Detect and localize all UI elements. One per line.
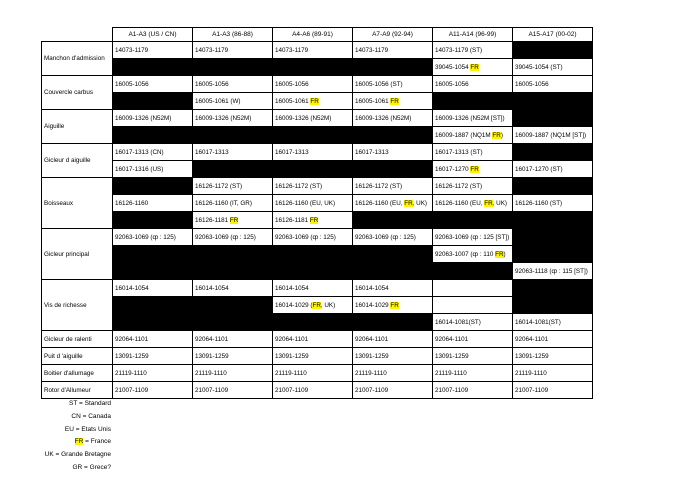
cell-text: 21119-1110	[115, 369, 147, 377]
cell-text: 16017-1313	[275, 148, 309, 156]
cell-text: 16126-1181	[195, 216, 230, 224]
cell-text: 21007-1109	[435, 386, 469, 394]
cell-text: 16017-1270	[435, 165, 471, 173]
part-number-cell	[353, 42, 433, 59]
not-applicable-cell	[193, 127, 273, 144]
not-applicable-cell	[273, 263, 353, 280]
cell-text: 16009-1326 (N52M)	[355, 114, 412, 122]
cell-text: 39045-1054	[435, 63, 471, 71]
cell-text: 16009-1326 (N52M)	[195, 114, 252, 122]
cell-text: 16005-1061	[355, 97, 391, 105]
part-number-cell	[353, 144, 433, 161]
part-number-cell	[513, 263, 593, 280]
cell-text: 92063-1069 (ȹ : 125)	[115, 233, 176, 241]
part-number-cell	[273, 365, 353, 382]
part-number-cell	[273, 178, 353, 195]
part-number-cell	[193, 229, 273, 246]
cell-text: 92063-1069 (ȹ : 125 [ST])	[435, 233, 510, 241]
column-header: A1-A3 (86-88)	[193, 28, 273, 42]
cell-text: 16014-1029	[355, 301, 391, 309]
france-highlight: FR	[495, 250, 504, 258]
part-number-cell	[193, 382, 273, 399]
cell-text: 21007-1109	[115, 386, 149, 394]
cell-text: 13091-1259	[275, 352, 309, 360]
cell-text: 16005-1056	[515, 80, 549, 88]
cell-text: 16005-1056	[435, 80, 469, 88]
cell-text: )	[500, 131, 503, 139]
table-row	[42, 110, 593, 127]
cell-text: 21119-1110	[515, 369, 547, 377]
not-applicable-cell	[113, 263, 193, 280]
cell-text: 16005-1056 (ST)	[355, 80, 403, 88]
part-number-cell	[273, 229, 353, 246]
part-number-cell	[433, 76, 513, 93]
not-applicable-cell	[353, 263, 433, 280]
table-row	[42, 246, 593, 263]
not-applicable-cell	[273, 246, 353, 263]
cell-text: 13091-1259	[515, 352, 549, 360]
cell-text: 14073-1179 (ST)	[435, 46, 483, 54]
table-row	[42, 195, 593, 212]
france-highlight: FR	[470, 165, 479, 173]
cell-text: 21119-1110	[435, 369, 467, 377]
france-highlight: FR	[390, 301, 399, 309]
cell-text: 92063-1069 (ȹ : 125)	[355, 233, 416, 241]
not-applicable-cell	[513, 229, 593, 246]
table-row	[42, 382, 593, 399]
cell-text: 92063-1007 (ȹ : 110	[435, 250, 496, 258]
cell-text: 16126-1160 (IT, GR)	[195, 199, 252, 207]
part-number-cell	[113, 331, 193, 348]
cell-text: 92064-1101	[115, 335, 149, 343]
not-applicable-cell	[513, 144, 593, 161]
part-number-cell	[433, 348, 513, 365]
not-applicable-cell	[193, 297, 273, 314]
cell-text: 16126-1172 (ST)	[355, 182, 403, 190]
not-applicable-cell	[513, 178, 593, 195]
cell-text: 16017-1313 (CN)	[115, 148, 164, 156]
empty-cell	[433, 280, 513, 297]
cell-text: 92063-1118 (ȹ : 115 [ST])	[515, 267, 588, 275]
cell-text: 16014-1054	[275, 284, 309, 292]
row-label: Couvercle carbus	[42, 76, 113, 110]
cell-text: 13091-1259	[435, 352, 469, 360]
table-row	[42, 365, 593, 382]
not-applicable-cell	[113, 127, 193, 144]
part-number-cell	[433, 195, 513, 212]
column-header: A7-A9 (92-94)	[353, 28, 433, 42]
not-applicable-cell	[513, 42, 593, 59]
part-number-cell	[513, 127, 593, 144]
france-highlight: FR	[404, 199, 413, 207]
part-number-cell	[353, 365, 433, 382]
not-applicable-cell	[513, 93, 593, 110]
empty-cell	[433, 297, 513, 314]
part-number-cell	[193, 280, 273, 297]
part-number-cell	[353, 297, 433, 314]
cell-text: , UK)	[412, 199, 427, 207]
column-header: A4-A6 (89-91)	[273, 28, 353, 42]
table-row	[42, 212, 593, 229]
part-number-cell	[273, 110, 353, 127]
cell-text: 16014-1054	[115, 284, 149, 292]
cell-text: 21007-1109	[275, 386, 309, 394]
part-number-cell	[113, 195, 193, 212]
france-highlight: FR	[309, 216, 319, 224]
part-number-cell	[433, 42, 513, 59]
not-applicable-cell	[433, 212, 513, 229]
france-highlight: FR	[492, 131, 501, 139]
not-applicable-cell	[353, 212, 433, 229]
cell-text: 16005-1061 (W)	[195, 97, 241, 105]
cell-text: 92064-1101	[435, 335, 469, 343]
cell-text: 16017-1316 (US)	[115, 165, 164, 173]
part-number-cell	[433, 110, 513, 127]
part-number-cell	[273, 195, 353, 212]
part-number-cell	[433, 144, 513, 161]
cell-text: 16014-1081(ST)	[435, 318, 481, 326]
cell-text: 16126-1160 (EU,	[435, 199, 485, 207]
part-number-cell	[113, 280, 193, 297]
table-row	[42, 280, 593, 297]
part-number-cell	[513, 348, 593, 365]
cell-text: 16009-1887 (NQ1M	[435, 131, 493, 139]
part-number-cell	[433, 331, 513, 348]
france-highlight: FR	[310, 97, 319, 105]
row-label: Aiguille	[42, 110, 113, 144]
cell-text: 14073-1179	[275, 46, 309, 54]
cell-text: 13091-1259	[355, 352, 389, 360]
table-row	[42, 144, 593, 161]
cell-text: 16009-1887 (NQ1M [ST])	[515, 131, 587, 139]
legend-text: Etats Unis	[81, 425, 111, 433]
part-number-cell	[433, 314, 513, 331]
part-number-cell	[433, 382, 513, 399]
legend-text: Standard	[84, 400, 111, 407]
table-row	[42, 161, 593, 178]
part-number-cell	[193, 195, 273, 212]
part-number-cell	[433, 161, 513, 178]
part-number-cell	[433, 178, 513, 195]
not-applicable-cell	[113, 59, 193, 76]
part-number-cell	[433, 59, 513, 76]
legend-entry: GR = Grece?	[72, 463, 111, 471]
cell-text: 21119-1110	[275, 369, 307, 377]
cell-text: 16009-1326 (N52M)	[115, 114, 172, 122]
not-applicable-cell	[273, 161, 353, 178]
part-number-cell	[113, 382, 193, 399]
part-number-cell	[273, 382, 353, 399]
part-number-cell	[193, 93, 273, 110]
not-applicable-cell	[513, 297, 593, 314]
cell-text: 16017-1313	[195, 148, 229, 156]
part-number-cell	[193, 144, 273, 161]
part-number-cell	[353, 76, 433, 93]
not-applicable-cell	[113, 212, 193, 229]
cell-text: )	[503, 250, 506, 258]
part-number-cell	[513, 331, 593, 348]
table-row	[42, 314, 593, 331]
parts-sheet	[41, 27, 593, 399]
not-applicable-cell	[113, 178, 193, 195]
cell-text: 16126-1172 (ST)	[275, 182, 323, 190]
table-row	[42, 331, 593, 348]
part-number-cell	[513, 161, 593, 178]
row-label: Puit d 'aiguille	[42, 348, 113, 365]
table-row	[42, 127, 593, 144]
legend-text: Grande Bretagne	[61, 451, 111, 459]
cell-text: 16126-1172 (ST)	[435, 182, 483, 190]
cell-text: 92064-1101	[355, 335, 389, 343]
cell-text: 92064-1101	[515, 335, 549, 343]
part-number-cell	[113, 229, 193, 246]
not-applicable-cell	[513, 212, 593, 229]
table-row	[42, 263, 593, 280]
column-header: A15-A17 (00-02)	[513, 28, 593, 42]
part-number-cell	[113, 42, 193, 59]
cell-text: 13091-1259	[115, 352, 149, 360]
cell-text: 14073-1179	[355, 46, 389, 54]
not-applicable-cell	[513, 280, 593, 297]
not-applicable-cell	[113, 314, 193, 331]
part-number-cell	[513, 76, 593, 93]
cell-text: 16014-1081(ST)	[515, 318, 561, 326]
legend-text: France	[90, 438, 111, 446]
cell-text: 21007-1109	[515, 386, 549, 394]
part-number-cell	[193, 110, 273, 127]
cell-text: 16005-1056	[195, 80, 229, 88]
cell-text: 92064-1101	[275, 335, 309, 343]
table-corner	[42, 28, 113, 42]
cell-text: 16014-1054	[355, 284, 389, 292]
part-number-cell	[513, 382, 593, 399]
cell-text: 21007-1109	[195, 386, 229, 394]
part-number-cell	[273, 212, 353, 229]
cell-text: 16005-1056	[115, 80, 149, 88]
row-label: Gicleur d aiguille	[42, 144, 113, 178]
part-number-cell	[193, 42, 273, 59]
cell-text: 16017-1270 (ST)	[515, 165, 563, 173]
row-label: Vis de richesse	[42, 280, 113, 331]
cell-text: 21007-1109	[355, 386, 389, 394]
part-number-cell	[193, 178, 273, 195]
part-number-cell	[273, 144, 353, 161]
france-highlight: FR	[470, 63, 479, 71]
cell-text: 21119-1110	[355, 369, 387, 377]
part-number-cell	[513, 314, 593, 331]
table-row	[42, 348, 593, 365]
column-header: A11-A14 (96-99)	[433, 28, 513, 42]
not-applicable-cell	[193, 161, 273, 178]
part-number-cell	[113, 161, 193, 178]
legend-code: EU	[64, 425, 74, 433]
legend-entry: FR = France	[74, 438, 111, 446]
france-highlight: FR	[390, 97, 399, 105]
part-number-cell	[353, 93, 433, 110]
part-number-cell	[273, 297, 353, 314]
part-number-cell	[433, 246, 513, 263]
part-number-cell	[193, 76, 273, 93]
not-applicable-cell	[273, 127, 353, 144]
not-applicable-cell	[433, 93, 513, 110]
row-label: Rotor d'Allumeur	[42, 382, 113, 399]
legend-code: UK	[44, 451, 54, 459]
legend-code: FR	[74, 438, 84, 446]
row-label: Boitier d'allumage	[42, 365, 113, 382]
row-label: Boisseaux	[42, 178, 113, 229]
not-applicable-cell	[113, 246, 193, 263]
cell-text: 16126-1160 (EU, UK)	[275, 199, 336, 207]
part-number-cell	[353, 110, 433, 127]
legend-code: CN	[71, 412, 81, 420]
part-number-cell	[353, 280, 433, 297]
carburetor-parts-table	[41, 27, 593, 399]
part-number-cell	[353, 178, 433, 195]
part-number-cell	[193, 212, 273, 229]
part-number-cell	[353, 229, 433, 246]
row-label: Gicleur principal	[42, 229, 113, 280]
cell-text: 92063-1069 (ȹ : 125)	[195, 233, 256, 241]
cell-text: 16009-1326 (N52M)	[275, 114, 332, 122]
legend-text: Grece?	[89, 463, 111, 471]
table-row	[42, 229, 593, 246]
not-applicable-cell	[193, 263, 273, 280]
cell-text: , UK)	[492, 199, 507, 207]
table-row	[42, 93, 593, 110]
legend-text: Canada	[88, 412, 111, 420]
not-applicable-cell	[113, 297, 193, 314]
part-number-cell	[353, 331, 433, 348]
part-number-cell	[113, 144, 193, 161]
cell-text: 16005-1056	[275, 80, 309, 88]
part-number-cell	[513, 59, 593, 76]
not-applicable-cell	[353, 59, 433, 76]
cell-text: 16009-1326 (N52M [ST])	[435, 114, 505, 122]
part-number-cell	[273, 331, 353, 348]
legend	[0, 398, 111, 475]
not-applicable-cell	[353, 127, 433, 144]
not-applicable-cell	[513, 246, 593, 263]
part-number-cell	[193, 331, 273, 348]
cell-text: 16126-1160 (ST)	[515, 199, 563, 207]
row-label: Manchon d'admission	[42, 42, 113, 76]
cell-text: 16005-1061	[275, 97, 311, 105]
table-row	[42, 42, 593, 59]
part-number-cell	[433, 127, 513, 144]
table-row	[42, 59, 593, 76]
table-row	[42, 76, 593, 93]
part-number-cell	[273, 76, 353, 93]
france-highlight: FR	[312, 301, 321, 309]
legend-entry: UK = Grande Bretagne	[44, 451, 111, 459]
not-applicable-cell	[433, 263, 513, 280]
france-highlight: FR	[484, 199, 493, 207]
row-label: Gicleur de ralenti	[42, 331, 113, 348]
not-applicable-cell	[513, 110, 593, 127]
cell-text: 14073-1179	[195, 46, 229, 54]
not-applicable-cell	[353, 314, 433, 331]
cell-text: 16014-1054	[195, 284, 229, 292]
cell-text: 39045-1054 (ST)	[515, 63, 563, 71]
part-number-cell	[193, 348, 273, 365]
part-number-cell	[113, 365, 193, 382]
part-number-cell	[113, 76, 193, 93]
table-row	[42, 297, 593, 314]
not-applicable-cell	[193, 246, 273, 263]
part-number-cell	[513, 365, 593, 382]
cell-text: 13091-1259	[195, 352, 229, 360]
not-applicable-cell	[353, 161, 433, 178]
not-applicable-cell	[273, 59, 353, 76]
cell-text: 16017-1313 (ST)	[435, 148, 483, 156]
cell-text: 16014-1029 (	[275, 301, 313, 309]
cell-text: 16126-1181	[275, 216, 310, 224]
part-number-cell	[273, 42, 353, 59]
cell-text: 16126-1160	[115, 199, 149, 207]
table-row	[42, 178, 593, 195]
part-number-cell	[353, 195, 433, 212]
cell-text: 21119-1110	[195, 369, 227, 377]
france-highlight: FR	[229, 216, 239, 224]
cell-text: 92064-1101	[195, 335, 229, 343]
cell-text: , UK)	[320, 301, 336, 309]
part-number-cell	[113, 110, 193, 127]
not-applicable-cell	[273, 314, 353, 331]
legend-entry: ST = Standard	[68, 400, 111, 407]
part-number-cell	[353, 348, 433, 365]
part-number-cell	[433, 229, 513, 246]
part-number-cell	[353, 382, 433, 399]
column-header: A1-A3 (US / CN)	[113, 28, 193, 42]
legend-code: GR	[72, 463, 83, 471]
legend-entry: CN = Canada	[71, 412, 111, 420]
cell-text: 16017-1313	[355, 148, 389, 156]
part-number-cell	[273, 280, 353, 297]
part-number-cell	[433, 365, 513, 382]
not-applicable-cell	[353, 246, 433, 263]
not-applicable-cell	[193, 314, 273, 331]
not-applicable-cell	[113, 93, 193, 110]
part-number-cell	[113, 348, 193, 365]
cell-text: 92063-1069 (ȹ : 125)	[275, 233, 336, 241]
cell-text: 16126-1160 (EU,	[355, 199, 405, 207]
cell-text: 16126-1172 (ST)	[195, 182, 243, 190]
cell-text: 14073-1179	[115, 46, 149, 54]
part-number-cell	[513, 195, 593, 212]
legend-entry: EU = Etats Unis	[64, 425, 111, 433]
part-number-cell	[273, 348, 353, 365]
part-number-cell	[273, 93, 353, 110]
legend-code: ST	[68, 400, 78, 407]
not-applicable-cell	[193, 59, 273, 76]
part-number-cell	[193, 365, 273, 382]
